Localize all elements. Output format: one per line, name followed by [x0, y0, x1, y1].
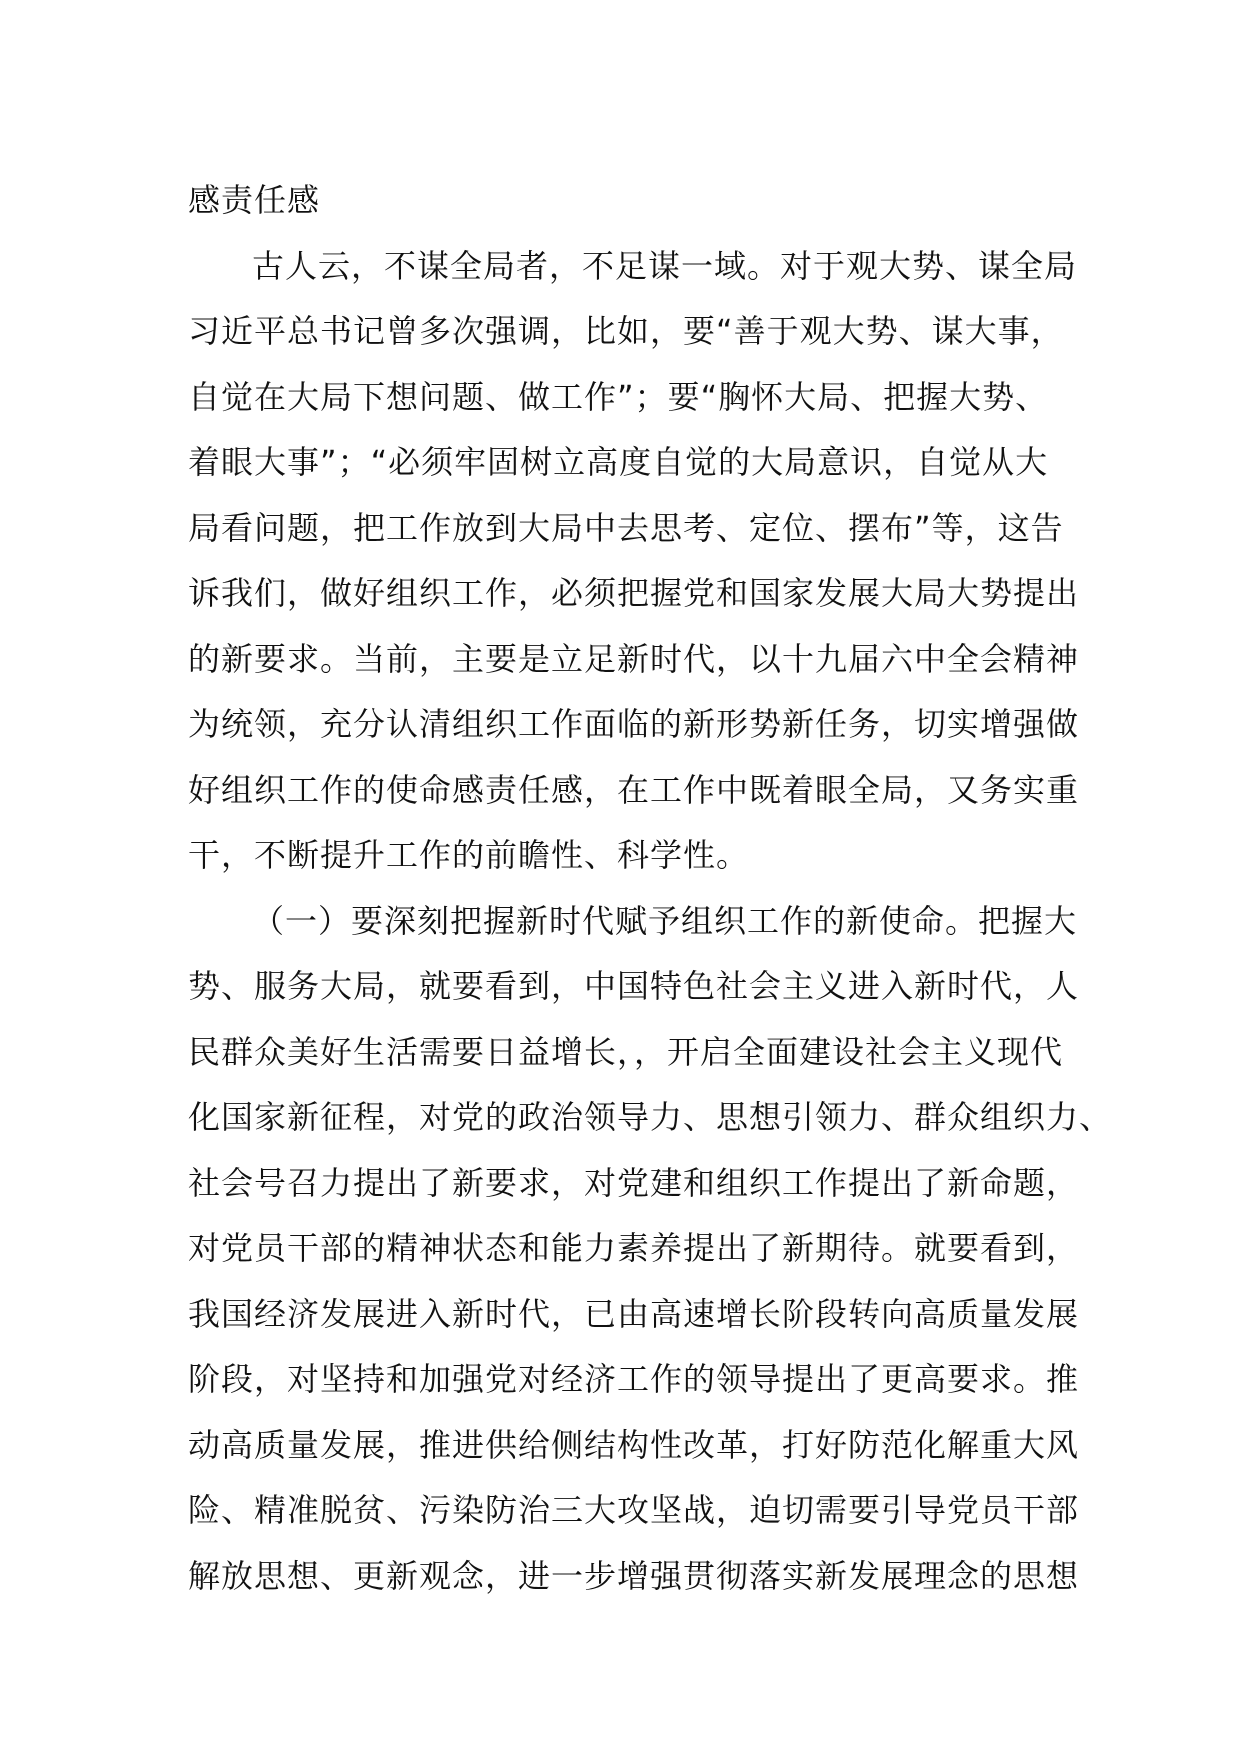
text-line: 我国经济发展进入新时代，已由高速增长阶段转向高质量发展	[188, 1294, 1080, 1333]
section-heading-line: （一）要深刻把握新时代赋予组织工作的新使命。把握大	[252, 901, 1078, 940]
text-line: 习近平总书记曾多次强调，比如，要“善于观大势、谋大事，	[188, 312, 1064, 350]
text-line: 解放思想、更新观念，进一步增强贯彻落实新发展理念的思想	[188, 1556, 1080, 1595]
text-line: 势、服务大局，就要看到，中国特色社会主义进入新时代，人	[188, 967, 1080, 1005]
text-line: 为统领，充分认清组织工作面临的新形势新任务，切实增强做	[188, 705, 1080, 743]
paragraph-first-line: 古人云，不谋全局者，不足谋一域。对于观大势、谋全局	[252, 246, 1078, 285]
text-line: 干，不断提升工作的前瞻性、科学性。	[188, 836, 750, 874]
text-line: 对党员干部的精神状态和能力素养提出了新期待。就要看到，	[188, 1229, 1080, 1267]
text-line: 局看问题，把工作放到大局中去思考、定位、摆布”等，这告	[188, 508, 1064, 547]
text-line: 自觉在大局下想问题、做工作”；要“胸怀大局、把握大势、	[188, 377, 1049, 416]
text-line: 民群众美好生活需要日益增长，，开启全面建设社会主义现代	[188, 1032, 1064, 1071]
text-line: 好组织工作的使命感责任感，在工作中既着眼全局，又务实重	[188, 770, 1080, 809]
text-line: 动高质量发展，推进供给侧结构性改革，打好防范化解重大风	[188, 1425, 1080, 1464]
text-line: 社会号召力提出了新要求，对党建和组织工作提出了新命题，	[188, 1163, 1080, 1202]
text-line: 阶段，对坚持和加强党对经济工作的领导提出了更高要求。推	[188, 1360, 1080, 1398]
text-line: 诉我们，做好组织工作，必须把握党和国家发展大局大势提出	[188, 574, 1080, 612]
body-text	[188, 168, 1113, 1609]
text-line: 感责任感	[188, 181, 321, 219]
text-line: 着眼大事”；“必须牢固树立高度自觉的大局意识，自觉从大	[188, 443, 1049, 481]
text-line: 化国家新征程，对党的政治领导力、思想引领力、群众组织力、	[188, 1098, 1113, 1136]
text-line: 险、精准脱贫、污染防治三大攻坚战，迫切需要引导党员干部	[188, 1491, 1080, 1529]
text-line: 的新要求。当前，主要是立足新时代，以十九届六中全会精神	[188, 639, 1080, 678]
